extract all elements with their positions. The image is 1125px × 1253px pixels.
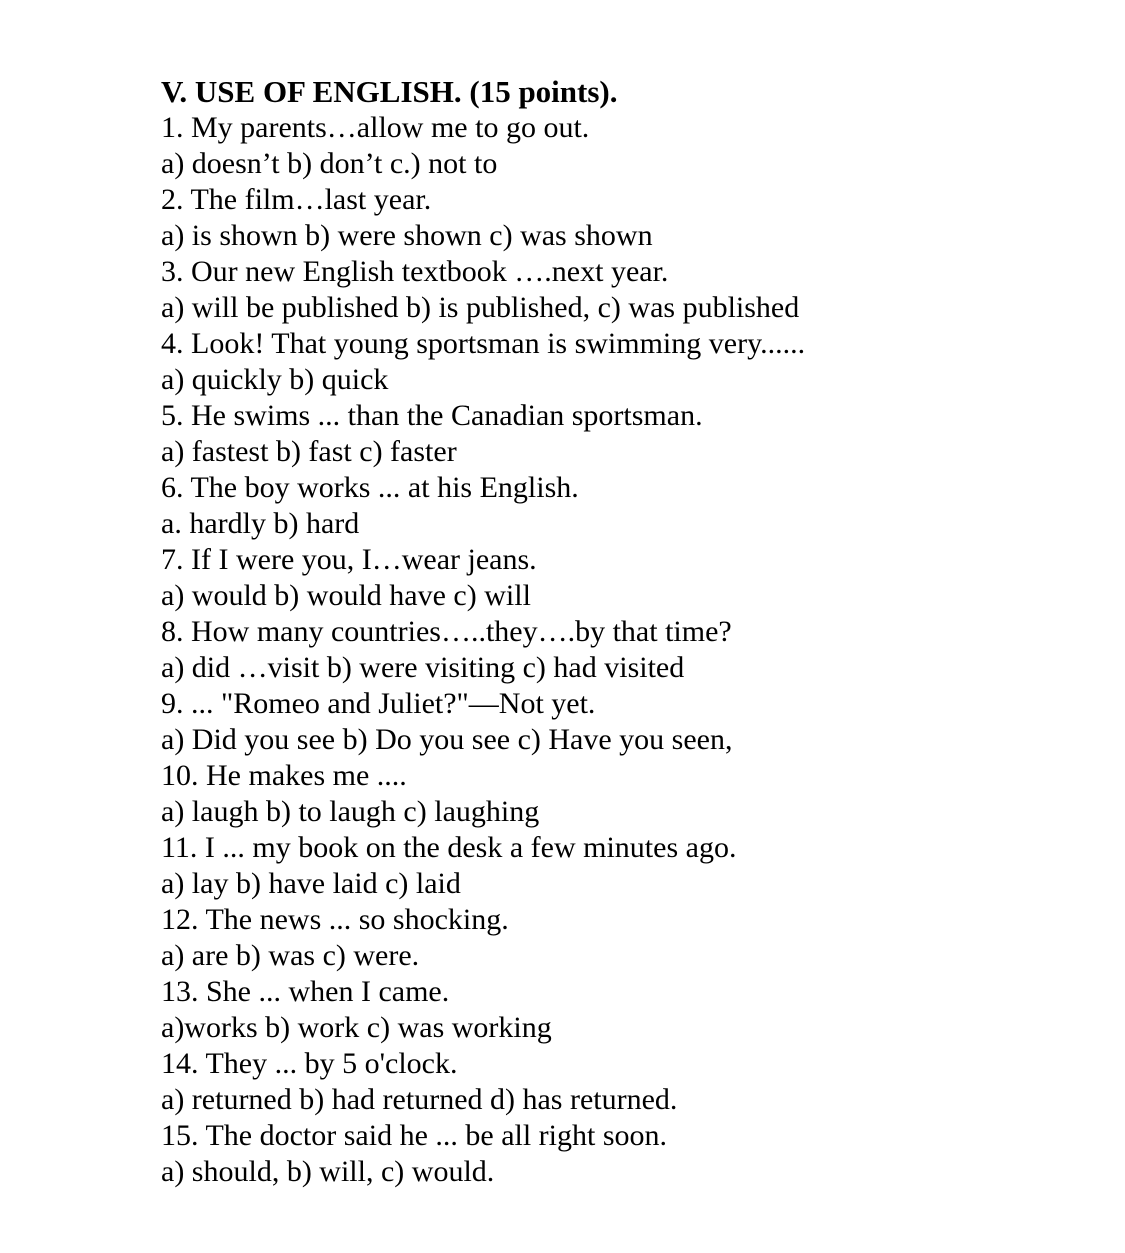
options-9: a) Did you see b) Do you see c) Have you seen, [161, 723, 733, 756]
worksheet [161, 74, 1091, 1190]
question-9: 9. ... "Romeo and Juliet?"—Not yet. [161, 687, 596, 720]
question-2: 2. The film…last year. [161, 183, 432, 216]
question-14: 14. They ... by 5 o'clock. [161, 1047, 458, 1080]
question-6: 6. The boy works ... at his English. [161, 471, 579, 504]
question-4: 4. Look! That young sportsman is swimming very...... [161, 327, 806, 360]
options-13: a)works b) work c) was working [161, 1011, 552, 1044]
question-15: 15. The doctor said he ... be all right soon. [161, 1119, 668, 1152]
options-2: a) is shown b) were shown c) was shown [161, 219, 653, 252]
options-12: a) are b) was c) were. [161, 939, 420, 972]
options-8: a) did …visit b) were visiting c) had visited [161, 651, 685, 684]
question-13: 13. She ... when I came. [161, 975, 450, 1008]
options-11: a) lay b) have laid c) laid [161, 867, 461, 900]
question-11: 11. I ... my book on the desk a few minutes ago. [161, 831, 737, 864]
options-14: a) returned b) had returned d) has returned. [161, 1083, 678, 1116]
question-3: 3. Our new English textbook ….next year. [161, 255, 669, 288]
section-title: V. USE OF ENGLISH. (15 points). [161, 74, 618, 109]
options-1: a) doesn’t b) don’t c.) not to [161, 147, 498, 180]
question-1: 1. My parents…allow me to go out. [161, 111, 590, 144]
options-10: a) laugh b) to laugh c) laughing [161, 795, 540, 828]
question-7: 7. If I were you, I…wear jeans. [161, 543, 537, 576]
question-8: 8. How many countries…..they….by that time? [161, 615, 732, 648]
question-12: 12. The news ... so shocking. [161, 903, 509, 936]
question-10: 10. He makes me .... [161, 759, 407, 792]
options-15: a) should, b) will, c) would. [161, 1155, 495, 1188]
options-6: a. hardly b) hard [161, 507, 360, 540]
question-5: 5. He swims ... than the Canadian sportsman. [161, 399, 703, 432]
options-7: a) would b) would have c) will [161, 579, 531, 612]
options-4: a) quickly b) quick [161, 363, 389, 396]
options-5: a) fastest b) fast c) faster [161, 435, 457, 468]
options-3: a) will be published b) is published, c) was published [161, 291, 800, 324]
